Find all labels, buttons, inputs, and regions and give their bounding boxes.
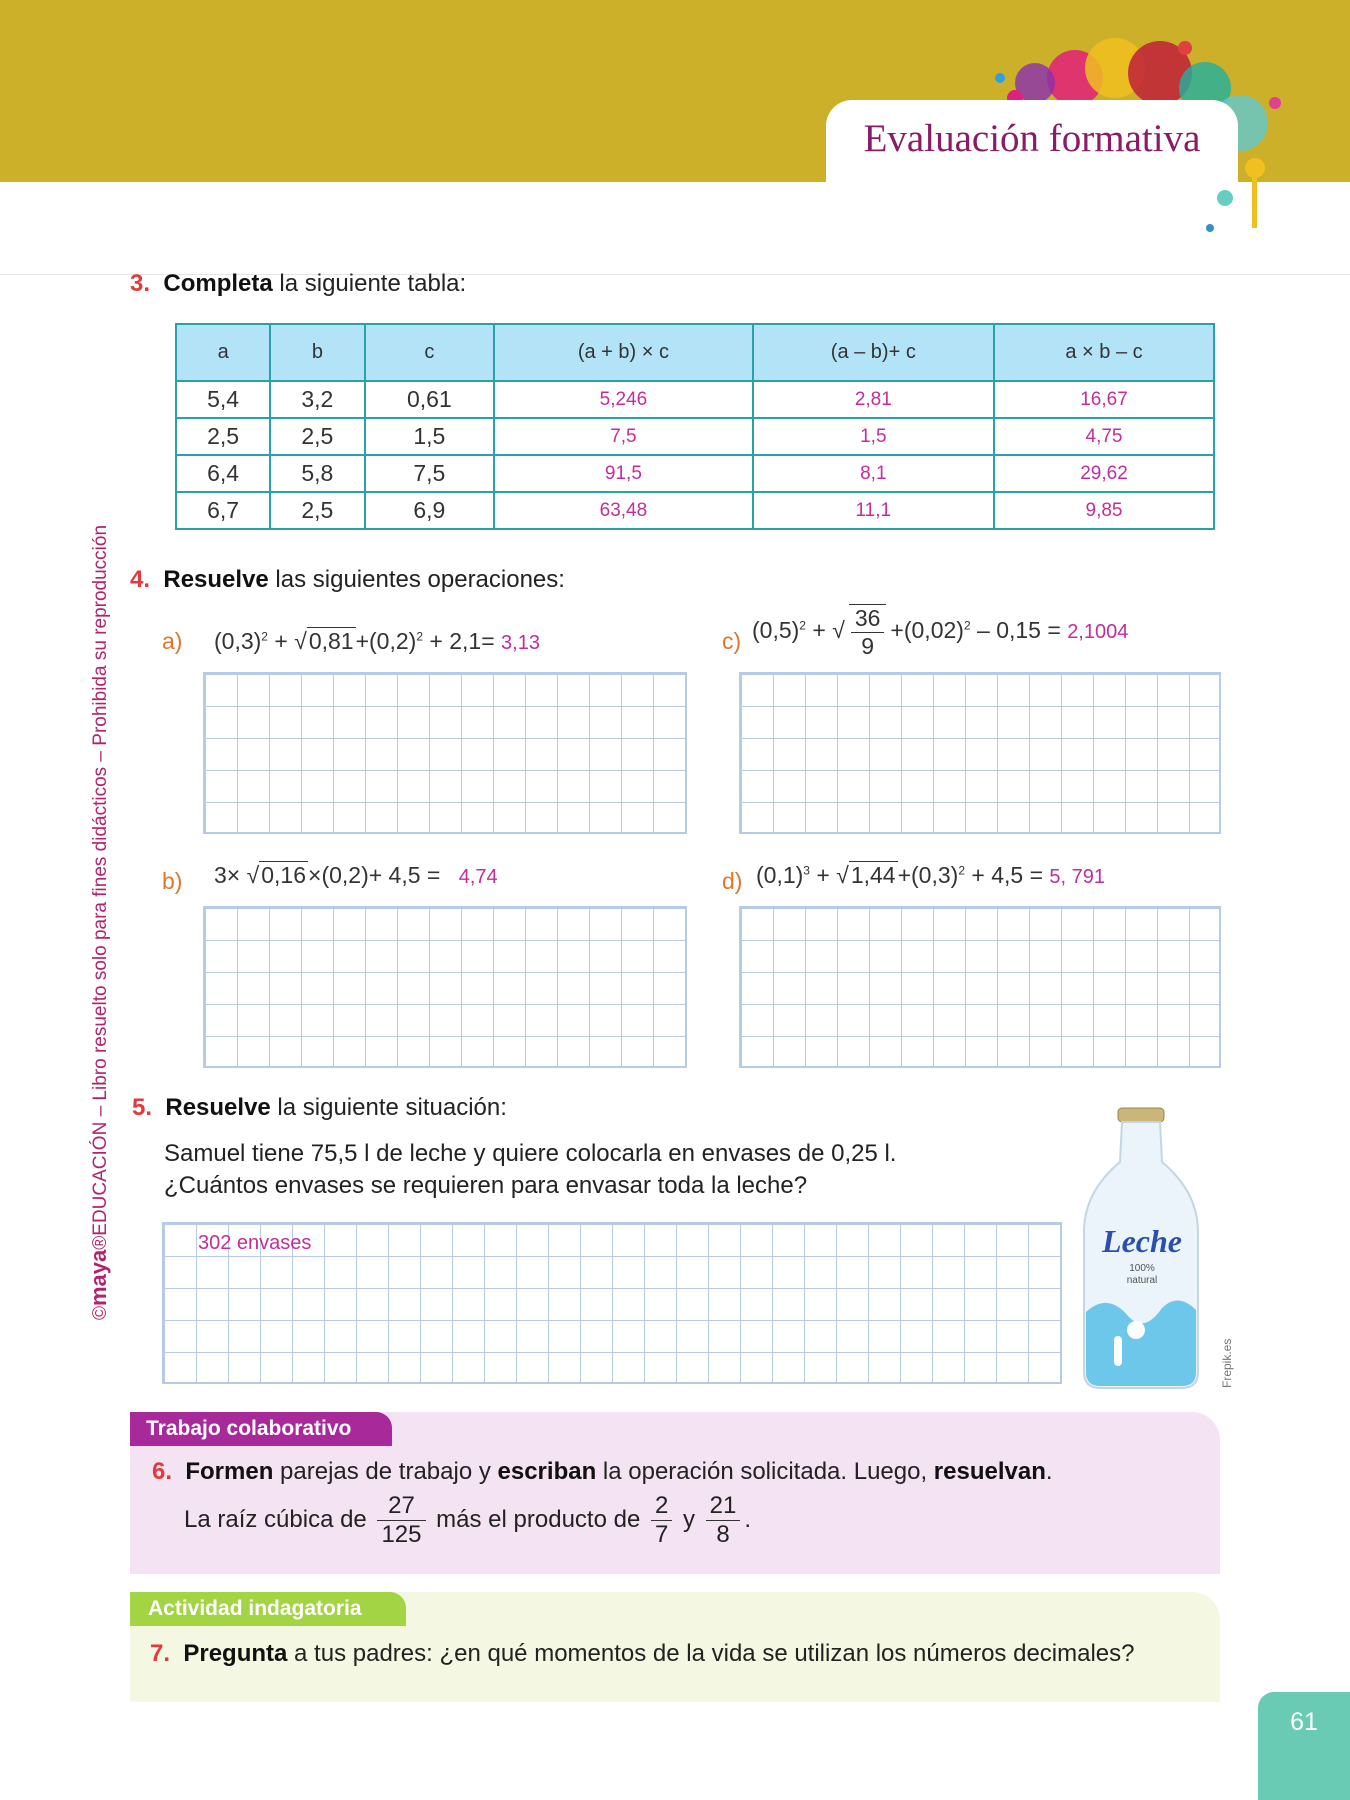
header-cell: (a – b)+ c — [753, 324, 994, 381]
fraction-3-den: 8 — [716, 1521, 730, 1548]
bottle-sub1: 100% — [1129, 1263, 1155, 1274]
question-verb: Resuelve — [165, 1094, 271, 1121]
bottle-sub2: natural — [1126, 1275, 1158, 1286]
question-4-title — [130, 566, 565, 594]
expression-d: $(0,1)^3 + √1,44+(0,3)^2 + 4,5 = 5$, 791 — [756, 862, 1106, 888]
question-verb: Pregunta — [183, 1640, 288, 1667]
table-row — [176, 492, 1214, 529]
inquiry-tag: Actividad indagatoria — [130, 1592, 406, 1626]
text-3: . — [1045, 1458, 1053, 1485]
answer-b: 4,74 — [458, 866, 498, 888]
question-number: 6. — [152, 1458, 173, 1485]
question-number: 7. — [150, 1640, 171, 1667]
item-label-a: a) — [162, 628, 183, 654]
answer-d: 5, 791 — [1049, 866, 1106, 888]
item-label-b: b) — [162, 868, 183, 894]
header-cell: c — [365, 324, 495, 381]
expr-text-2: más el producto de — [436, 1505, 641, 1533]
expression-c: $(0,5)^2$ + √ $\frac{36}{9}$ $+(0,02)^2 - 0,15 = 2,1004$ — [752, 605, 1129, 659]
answer-cell: 1,5 — [753, 418, 994, 455]
header-cell: (a + b) × c — [494, 324, 752, 381]
question-text: a tus padres: ¿en qué momentos de la vida se utilizan los números decimales? — [287, 1640, 1135, 1667]
text-2: la operación solicitada. Luego, — [596, 1458, 934, 1485]
question-number: 3. — [130, 270, 151, 297]
bottle-label: Leche — [1102, 1223, 1182, 1259]
table-cell: 5,8 — [270, 455, 364, 492]
answer-cell: 29,62 — [994, 455, 1214, 492]
answer-cell: 63,48 — [494, 492, 752, 529]
answer-cell: 9,85 — [994, 492, 1214, 529]
question-5-title — [132, 1094, 507, 1122]
answer-cell: 7,5 — [494, 418, 752, 455]
answer-cell: 2,81 — [753, 381, 994, 418]
verb-1: Formen — [185, 1458, 274, 1485]
sidebar-text: EDUCACIÓN – Libro resuelto solo para fines didácticos – Prohibida su reproducción — [90, 524, 111, 1236]
verb-3: resuelvan — [933, 1458, 1046, 1485]
values-table — [175, 323, 1215, 530]
table-cell: 1,5 — [365, 418, 495, 455]
work-grid-c[interactable] — [739, 672, 1221, 834]
question-verb: Resuelve — [163, 566, 269, 593]
answer-cell: 5,246 — [494, 381, 752, 418]
expr-text-4: . — [744, 1505, 752, 1533]
question-number: 5. — [132, 1094, 153, 1121]
answer-cell: 16,67 — [994, 381, 1214, 418]
table-row — [176, 418, 1214, 455]
question-text: las siguientes operaciones: — [268, 566, 565, 593]
question-text: la siguiente tabla: — [272, 270, 467, 297]
table-cell: 0,61 — [365, 381, 495, 418]
answer-a: 3,13 — [501, 632, 540, 654]
text-1: parejas de trabajo y — [273, 1458, 498, 1485]
image-credit: Frepik.es — [1220, 1338, 1234, 1388]
table-cell: 2,5 — [270, 418, 364, 455]
header-cell: b — [270, 324, 364, 381]
fraction-2-num: 2 — [651, 1492, 672, 1521]
table-cell: 7,5 — [365, 455, 495, 492]
brand-logo: maya — [86, 1249, 111, 1306]
answer-cell: 11,1 — [753, 492, 994, 529]
table-cell: 6,9 — [365, 492, 495, 529]
table-cell: 6,7 — [176, 492, 270, 529]
work-grid-a[interactable] — [203, 672, 687, 834]
problem-line-2: ¿Cuántos envases se requieren para envasar toda la leche? — [164, 1172, 808, 1199]
copyright-sidebar: ©maya®EDUCACIÓN – Libro resuelto solo para fines didácticos – Prohibida su reproducción — [86, 524, 111, 1320]
expr-text-1: La raíz cúbica de — [184, 1505, 367, 1533]
header-cell: a — [176, 324, 270, 381]
question-3-title — [130, 270, 466, 298]
table-cell: 2,5 — [176, 418, 270, 455]
collaborative-tag: Trabajo colaborativo — [130, 1412, 392, 1446]
table-header-row — [176, 324, 1214, 381]
page-title: Evaluación formativa — [863, 117, 1201, 160]
table-cell: 5,4 — [176, 381, 270, 418]
table-cell: 3,2 — [270, 381, 364, 418]
verb-2: escriban — [497, 1458, 597, 1485]
expr-text-3: y — [683, 1505, 695, 1533]
table-cell: 2,5 — [270, 492, 364, 529]
answer-c: 2,1004 — [1067, 621, 1129, 644]
question-number: 4. — [130, 566, 151, 593]
expression-a: $(0,3)^2 + √0,81+(0,2)^2 + 2,1= 3,13$ — [214, 628, 540, 654]
answer-cell: 4,75 — [994, 418, 1214, 455]
work-grid-b[interactable] — [203, 906, 687, 1068]
question-6-expression — [184, 1492, 751, 1549]
question-7-text — [150, 1640, 1135, 1668]
page-number: 61 — [1258, 1692, 1350, 1800]
answer-5: 302 envases — [198, 1232, 312, 1254]
table-cell: 6,4 — [176, 455, 270, 492]
question-6-text — [152, 1458, 1053, 1486]
milk-bottle-image — [1078, 1102, 1204, 1394]
table-row — [176, 455, 1214, 492]
fraction-2-den: 7 — [654, 1521, 669, 1548]
problem-line-1: Samuel tiene 75,5 l de leche y quiere colocarla en envases de 0,25 l. — [164, 1140, 897, 1167]
work-grid-d[interactable] — [739, 906, 1221, 1068]
fraction-1-num: 27 — [377, 1492, 425, 1521]
item-label-c: c) — [722, 628, 742, 654]
answer-cell: 91,5 — [494, 455, 752, 492]
fraction-3-num: 21 — [706, 1492, 741, 1521]
fraction-1-den: 125 — [381, 1521, 422, 1548]
answer-cell: 8,1 — [753, 455, 994, 492]
item-label-d: d) — [722, 868, 743, 894]
header-cell: a × b – c — [994, 324, 1214, 381]
table-row — [176, 381, 1214, 418]
question-verb: Completa — [163, 270, 273, 297]
expression-b: 3× √0,16×(0,2)+ 4,5 = 4,74 — [214, 862, 498, 888]
question-text: la siguiente situación: — [270, 1094, 507, 1121]
